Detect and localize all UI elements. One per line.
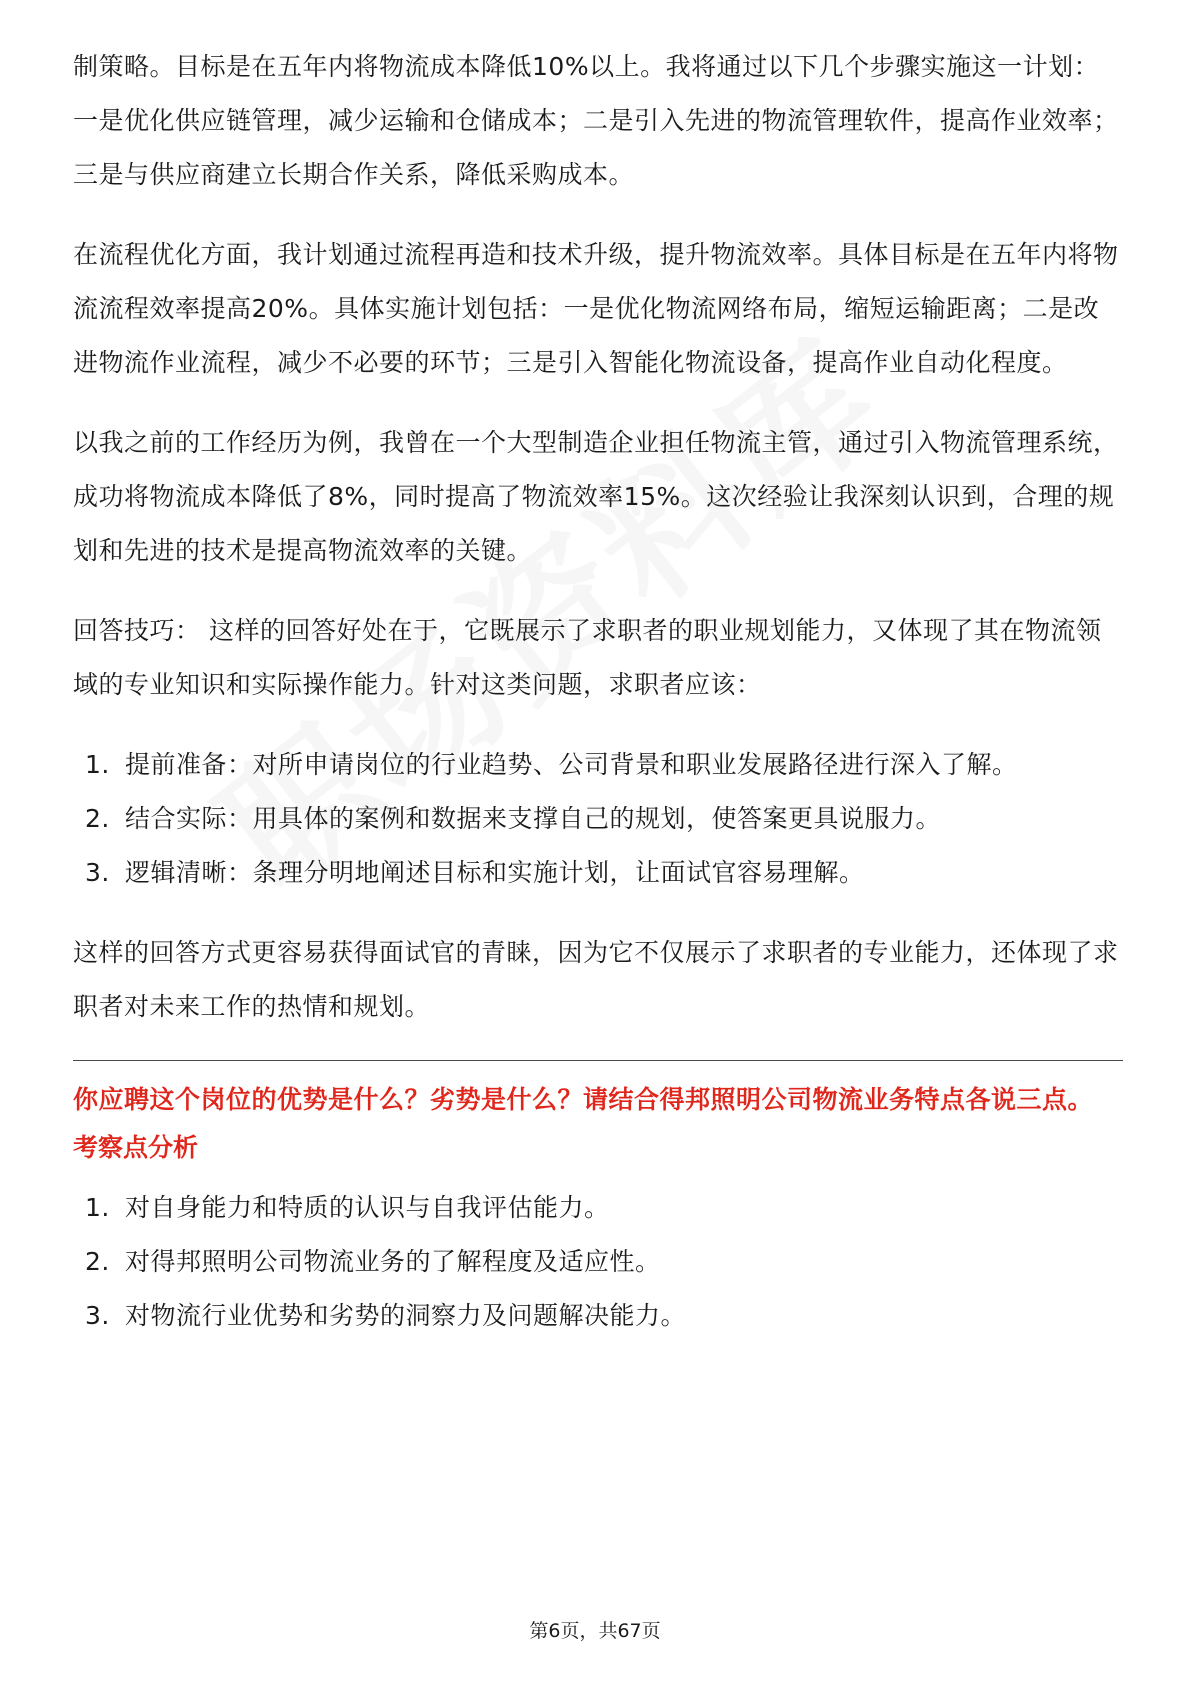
list-item bbox=[73, 738, 1123, 792]
document-page bbox=[73, 40, 1123, 1369]
list-number: 3. bbox=[85, 858, 110, 887]
list-item-text: 逻辑清晰：条理分明地阐述目标和实施计划，让面试官容易理解。 bbox=[125, 858, 865, 887]
paragraph-strategy: 制策略。目标是在五年内将物流成本降低10%以上。我将通过以下几个步骤实施这一计划：一是优化供应链管理，减少运输和仓储成本；二是引入先进的物流管理软件，提高作业效率；三是与供应商建立长期合作关系，降低采购成本。 bbox=[73, 52, 1119, 189]
analysis-list bbox=[73, 1181, 1123, 1343]
paragraph-process-optimization: 在流程优化方面，我计划通过流程再造和技术升级，提升物流效率。具体目标是在五年内将物流流程效率提高20%。具体实施计划包括：一是优化物流网络布局，缩短运输距离；二是改进物流作业流程，减少不必要的环节；三是引入智能化物流设备，提高作业自动化程度。 bbox=[73, 240, 1119, 377]
list-number: 1. bbox=[85, 1193, 110, 1222]
paragraph-answer-tips: 回答技巧： 这样的回答好处在于，它既展示了求职者的职业规划能力，又体现了其在物流领域的专业知识和实际操作能力。针对这类问题，求职者应该： bbox=[73, 616, 1102, 699]
list-item bbox=[73, 1181, 1123, 1235]
list-item-text: 结合实际：用具体的案例和数据来支撑自己的规划，使答案更具说服力。 bbox=[125, 804, 942, 833]
list-item bbox=[73, 1235, 1123, 1289]
list-item-text: 提前准备：对所申请岗位的行业趋势、公司背景和职业发展路径进行深入了解。 bbox=[125, 750, 1018, 779]
list-item-text: 对物流行业优势和劣势的洞察力及问题解决能力。 bbox=[125, 1301, 687, 1330]
interview-question: 你应聘这个岗位的优势是什么？劣势是什么？请结合得邦照明公司物流业务特点各说三点。 bbox=[73, 1085, 1094, 1114]
list-item bbox=[73, 1289, 1123, 1343]
page-footer: 第6页，共67页 bbox=[529, 1620, 661, 1642]
list-item bbox=[73, 792, 1123, 846]
list-number: 1. bbox=[85, 750, 110, 779]
list-item-text: 对自身能力和特质的认识与自我评估能力。 bbox=[125, 1193, 610, 1222]
list-item-text: 对得邦照明公司物流业务的了解程度及适应性。 bbox=[125, 1247, 661, 1276]
paragraph-work-experience: 以我之前的工作经历为例，我曾在一个大型制造企业担任物流主管，通过引入物流管理系统，成功将物流成本降低了8%，同时提高了物流效率15%。这次经验让我深刻认识到，合理的规划和先进的技术是提高物流效率的关键。 bbox=[73, 428, 1119, 565]
tips-list bbox=[73, 738, 1123, 900]
list-number: 2. bbox=[85, 1247, 110, 1276]
section-divider bbox=[73, 1060, 1123, 1061]
list-number: 3. bbox=[85, 1301, 110, 1330]
paragraph-closing: 这样的回答方式更容易获得面试官的青睐，因为它不仅展示了求职者的专业能力，还体现了求职者对未来工作的热情和规划。 bbox=[73, 938, 1119, 1021]
list-number: 2. bbox=[85, 804, 110, 833]
list-item bbox=[73, 846, 1123, 900]
analysis-title: 考察点分析 bbox=[73, 1133, 199, 1162]
